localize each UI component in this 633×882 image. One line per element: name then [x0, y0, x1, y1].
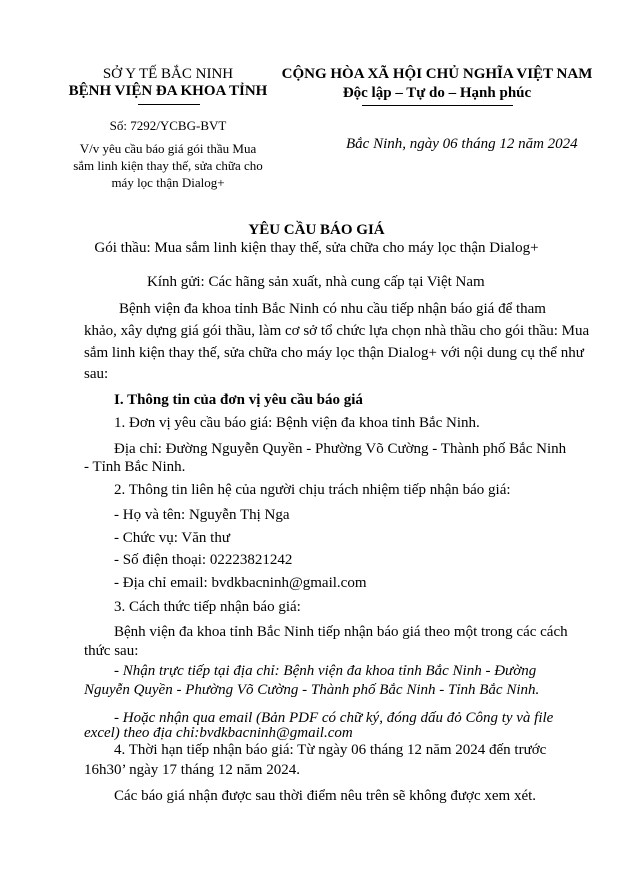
closing-note: Các báo giá nhận được sau thời điểm nêu trên sẽ không được xem xét.: [114, 788, 537, 804]
subject-line: máy lọc thận Dialog+: [111, 175, 225, 190]
email-receipt-line: - Hoặc nhận qua email (Bản PDF có chữ ký, đóng dấu đỏ Công ty và file: [114, 710, 554, 726]
direct-receipt-line: - Nhận trực tiếp tại địa chỉ: Bệnh viện đa khoa tỉnh Bắc Ninh - Đường: [114, 663, 537, 679]
intro-line: Bệnh viện đa khoa tỉnh Bắc Ninh có nhu cầu tiếp nhận báo giá để tham: [119, 301, 546, 317]
contact-email: - Địa chỉ email: bvdkbacninh@gmail.com: [114, 575, 367, 591]
package-name: Gói thầu: Mua sắm linh kiện thay thế, sửa chữa cho máy lọc thận Dialog+: [94, 240, 539, 256]
document-subject: [55, 140, 281, 191]
national-title: CỘNG HÒA XÃ HỘI CHỦ NGHĨA VIỆT NAM: [281, 66, 593, 82]
receipt-method-line: Bệnh viện đa khoa tỉnh Bắc Ninh tiếp nhận báo giá theo một trong các cách: [114, 624, 568, 640]
agency-name: SỞ Y TẾ BẮC NINH: [102, 66, 234, 82]
requesting-unit: 1. Đơn vị yêu cầu báo giá: Bệnh viện đa khoa tỉnh Bắc Ninh.: [114, 415, 480, 431]
contact-position: - Chức vụ: Văn thư: [114, 530, 230, 546]
address-line: - Tỉnh Bắc Ninh.: [84, 459, 186, 475]
intro-line: sắm linh kiện thay thế, sửa chữa cho máy lọc thận Dialog+ với nội dung cụ thể như: [84, 345, 584, 361]
document-title: YÊU CẦU BÁO GIÁ: [248, 222, 385, 238]
contact-phone: - Số điện thoại: 02223821242: [114, 552, 293, 568]
national-motto: Độc lập – Tự do – Hạnh phúc: [342, 85, 532, 101]
subject-line: sắm linh kiện thay thế, sửa chữa cho: [73, 158, 263, 173]
document-number: Số: 7292/YCBG-BVT: [109, 118, 227, 133]
deadline-line: 16h30’ ngày 17 tháng 12 năm 2024.: [84, 762, 300, 778]
recipient-line: Kính gửi: Các hãng sản xuất, nhà cung cấp tại Việt Nam: [147, 274, 485, 290]
left-header-rule: [138, 104, 200, 105]
receipt-method-line: thức sau:: [84, 643, 139, 659]
receipt-method-heading: 3. Cách thức tiếp nhận báo giá:: [114, 599, 301, 615]
contact-info-heading: 2. Thông tin liên hệ của người chịu trách nhiệm tiếp nhận báo giá:: [114, 482, 511, 498]
intro-line: sau:: [84, 366, 109, 382]
subject-line: V/v yêu cầu báo giá gói thầu Mua: [79, 141, 257, 156]
intro-line: khảo, xây dựng giá gói thầu, làm cơ sở tổ chức lựa chọn nhà thầu cho gói thầu: Mua: [84, 323, 590, 339]
place-and-date: Bắc Ninh, ngày 06 tháng 12 năm 2024: [346, 136, 578, 152]
hospital-name: BỆNH VIỆN ĐA KHOA TỈNH: [68, 83, 268, 99]
address-line: Địa chỉ: Đường Nguyễn Quyền - Phường Võ Cường - Thành phố Bắc Ninh: [114, 441, 567, 457]
deadline-line: 4. Thời hạn tiếp nhận báo giá: Từ ngày 06 tháng 12 năm 2024 đến trước: [114, 742, 547, 758]
direct-receipt-line: Nguyễn Quyền - Phường Võ Cường - Thành phố Bắc Ninh - Tỉnh Bắc Ninh.: [84, 682, 540, 698]
right-header-rule: [362, 105, 513, 106]
contact-name: - Họ và tên: Nguyễn Thị Nga: [114, 507, 290, 523]
email-receipt-line: excel) theo địa chỉ:bvdkbacninh@gmail.com: [84, 725, 353, 741]
section-heading: I. Thông tin của đơn vị yêu cầu báo giá: [114, 392, 363, 408]
